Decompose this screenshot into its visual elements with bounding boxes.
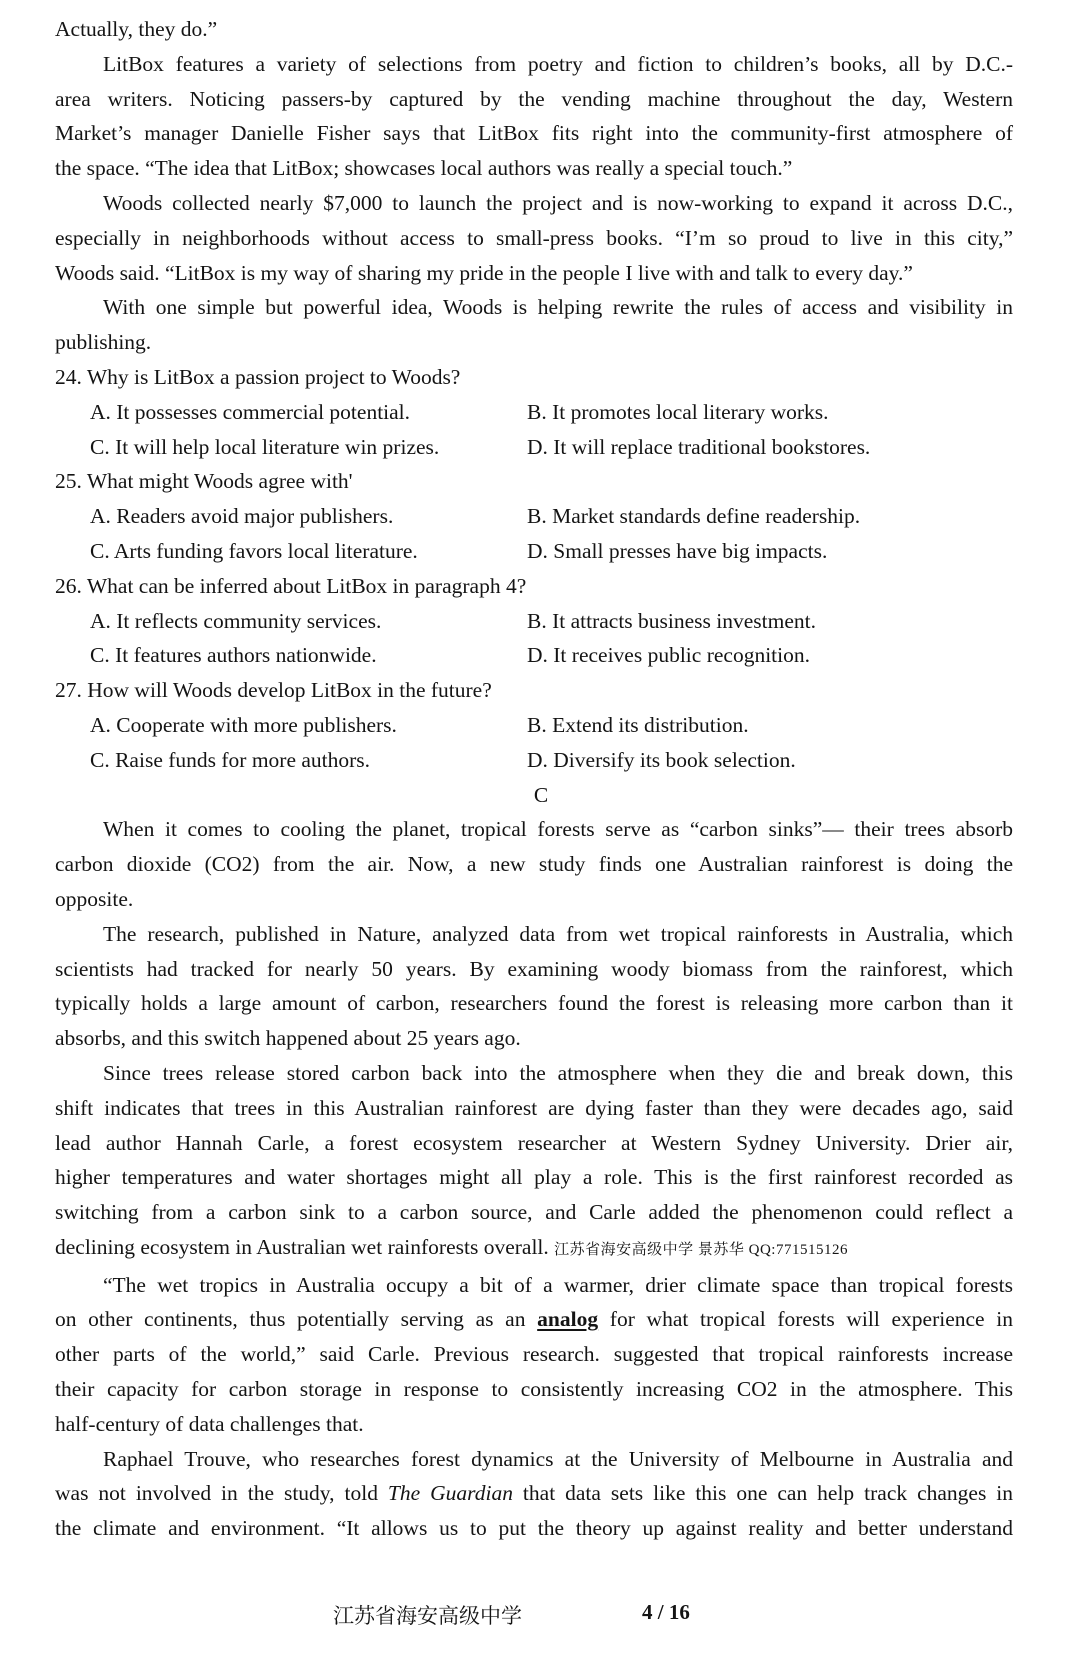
text-line: Woods said. “LitBox is my way of sharing my pride in the people I live with and talk to every day.”	[55, 260, 913, 285]
option-a[interactable]: A. Readers avoid major publishers.	[90, 504, 394, 529]
page-body	[55, 12, 1013, 1546]
text-line: absorbs, and this switch happened about 25 years ago.	[55, 1026, 521, 1051]
question-25	[55, 464, 1013, 568]
option-b[interactable]: B. It promotes local literary works.	[527, 399, 829, 424]
text-line: Actually, they do.”	[55, 17, 218, 41]
option-d[interactable]: D. Diversify its book selection.	[527, 747, 796, 772]
watermark-text: 江苏省海安高级中学 景苏华 QQ:771515126	[554, 1241, 848, 1258]
question-24	[55, 360, 1013, 464]
option-a[interactable]: A. Cooperate with more publishers.	[90, 712, 397, 737]
paragraph-research	[55, 917, 1013, 1056]
text-line: shift indicates that trees in this Australian rainforest are dying faster than they were decades ago, said	[55, 1095, 1013, 1120]
option-a[interactable]: A. It reflects community services.	[90, 608, 382, 633]
text-line: lead author Hannah Carle, a forest ecosystem researcher at Western Sydney University. Drier air,	[55, 1130, 1013, 1155]
text-line: scientists had tracked for nearly 50 years. By examining woody biomass from the rainforest, which	[55, 956, 1013, 981]
text-line: Since trees release stored carbon back into the atmosphere when they die and break down, this	[103, 1060, 1013, 1085]
text-line: typically holds a large amount of carbon, researchers found the forest is releasing more carbon than it	[55, 991, 1013, 1016]
option-b[interactable]: B. It attracts business investment.	[527, 608, 817, 633]
question-stem: What might Woods agree with'	[86, 469, 353, 494]
option-a[interactable]: A. It possesses commercial potential.	[90, 399, 411, 424]
question-number: 27.	[55, 678, 82, 703]
text-segment: that data sets like this one can help track changes in	[512, 1481, 1014, 1506]
question-number: 25.	[55, 469, 82, 494]
text-line: other parts of the world,” said Carle. Previous research. suggested that tropical rainforests increase	[55, 1342, 1013, 1367]
section-label-c: C	[533, 782, 549, 807]
text-line: their capacity for carbon storage in response to consistently increasing CO2 in the atmosphere. This	[55, 1377, 1013, 1402]
text-line	[55, 1230, 1013, 1268]
italic-title-the-guardian: The Guardian	[387, 1481, 513, 1506]
text-line: half-century of data challenges that.	[55, 1411, 364, 1436]
text-line	[55, 1302, 1013, 1337]
text-segment: for what tropical forests will experience in	[598, 1307, 1013, 1332]
question-27	[55, 673, 1013, 777]
paragraph-woods-collected	[55, 186, 1013, 290]
text-line: the climate and environment. “It allows us to put the theory up against reality and better understand	[55, 1516, 1013, 1541]
question-26	[55, 569, 1013, 673]
text-line: publishing.	[55, 330, 152, 355]
option-c[interactable]: C. Arts funding favors local literature.	[90, 538, 418, 563]
option-d[interactable]: D. It receives public recognition.	[527, 643, 810, 668]
text-segment: declining ecosystem in Australian wet rainforests overall.	[55, 1234, 549, 1259]
question-stem: Why is LitBox a passion project to Woods?	[86, 364, 461, 389]
text-line: Raphael Trouve, who researches forest dynamics at the University of Melbourne in Australia and	[103, 1446, 1013, 1471]
text-line: LitBox features a variety of selections from poetry and fiction to children’s books, all by D.C.-	[103, 51, 1013, 76]
text-line: When it comes to cooling the planet, tropical forests serve as “carbon sinks”— their trees absorb	[103, 817, 1013, 842]
text-line: carbon dioxide (CO2) from the air. Now, a new study finds one Australian rainforest is doing the	[55, 852, 1013, 877]
text-line: Market’s manager Danielle Fisher says that LitBox fits right into the community-first atmosphere of	[55, 121, 1013, 146]
option-c[interactable]: C. It will help local literature win prizes.	[90, 434, 440, 459]
text-segment: was not involved in the study, told	[55, 1481, 388, 1506]
question-number: 24.	[55, 364, 82, 389]
page-number: 4 / 16	[642, 1600, 690, 1624]
option-b[interactable]: B. Extend its distribution.	[527, 712, 749, 737]
text-line	[55, 1476, 1013, 1511]
question-stem: How will Woods develop LitBox in the future?	[87, 678, 492, 703]
option-c[interactable]: C. It features authors nationwide.	[90, 643, 377, 668]
paragraph-litbox-features	[55, 47, 1013, 186]
text-line: area writers. Noticing passers-by captured by the vending machine throughout the day, Western	[55, 86, 1013, 111]
text-line: the space. “The idea that LitBox; showcases local authors was really a special touch.”	[55, 156, 793, 181]
option-d[interactable]: D. It will replace traditional bookstores.	[527, 434, 871, 459]
text-line: “The wet tropics in Australia occupy a bit of a warmer, drier climate space than tropical forests	[103, 1272, 1013, 1297]
option-d[interactable]: D. Small presses have big impacts.	[527, 538, 828, 563]
underlined-word-analog: analog	[537, 1307, 599, 1332]
question-stem: What can be inferred about LitBox in paragraph 4?	[86, 573, 527, 598]
paragraph-raphael	[55, 1442, 1013, 1546]
text-segment: on other continents, thus potentially serving as an	[55, 1307, 538, 1332]
text-line: switching from a carbon sink to a carbon source, and Carle added the phenomenon could reflect a	[55, 1200, 1013, 1225]
option-c[interactable]: C. Raise funds for more authors.	[90, 747, 371, 772]
option-b[interactable]: B. Market standards define readership.	[527, 504, 861, 529]
paragraph-actually	[55, 12, 1013, 47]
footer-school-name: 江苏省海安高级中学	[333, 1604, 522, 1628]
paragraph-wet-tropics	[55, 1268, 1013, 1442]
text-line: higher temperatures and water shortages might all play a role. This is the first rainforest recorded as	[55, 1165, 1013, 1190]
paragraph-simple-idea	[55, 290, 1013, 360]
text-line: Woods collected nearly $7,000 to launch the project and is now-working to expand it across D.C.,	[103, 190, 1013, 215]
paragraph-since-trees	[55, 1056, 1013, 1268]
text-line: especially in neighborhoods without access to small-press books. “I’m so proud to live in this city,”	[55, 225, 1013, 250]
paragraph-cooling	[55, 812, 1013, 916]
text-line: opposite.	[55, 886, 134, 911]
text-line: The research, published in Nature, analyzed data from wet tropical rainforests in Australia, which	[103, 921, 1013, 946]
text-line: With one simple but powerful idea, Woods is helping rewrite the rules of access and visibility in	[103, 295, 1013, 320]
question-number: 26.	[55, 573, 82, 598]
